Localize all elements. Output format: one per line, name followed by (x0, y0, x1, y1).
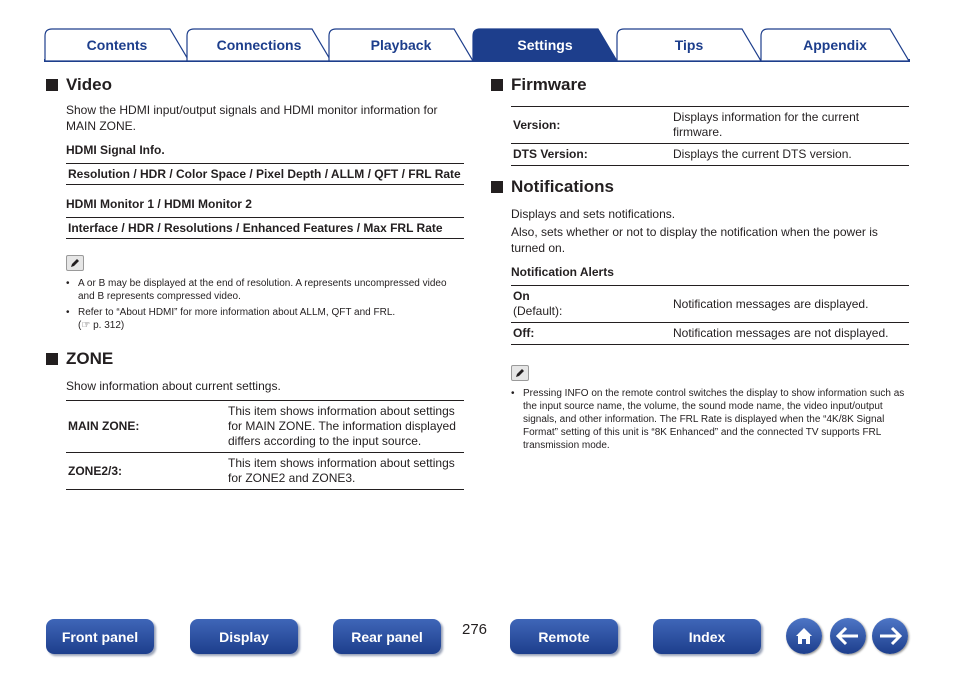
tab-contents[interactable] (44, 28, 190, 61)
notifications-value-off: Notification messages are not displayed. (671, 323, 909, 345)
forward-arrow-icon (878, 626, 902, 646)
notifications-key-on (511, 286, 671, 323)
notifications-sub: Notification Alerts (511, 265, 614, 279)
zone-value-main: This item shows information about settings for MAIN ZONE. The information displayed differs according to the input source. (226, 401, 464, 453)
video-intro: Show the HDMI input/output signals and HDMI monitor information for MAIN ZONE. (66, 103, 438, 133)
zone-key-main: MAIN ZONE: (66, 401, 226, 453)
home-icon (793, 625, 815, 647)
tab-appendix[interactable] (760, 28, 910, 61)
video-sub-signal: HDMI Signal Info. (66, 143, 165, 157)
tab-connections-label: Connections (216, 36, 302, 53)
left-column (66, 72, 464, 490)
section-square-icon (46, 353, 58, 365)
home-button[interactable] (786, 618, 822, 654)
section-square-icon (46, 79, 58, 91)
zone-heading (46, 346, 464, 372)
zone-value-zone23: This item shows information about settings for ZONE2 and ZONE3. (226, 453, 464, 490)
pencil-note-icon (511, 365, 529, 381)
firmware-key-dts: DTS Version: (511, 144, 671, 166)
zone-table (66, 400, 464, 490)
index-button[interactable]: Index (653, 619, 761, 654)
table-row (511, 144, 909, 166)
section-square-icon (491, 79, 503, 91)
video-heading-text: Video (66, 75, 112, 94)
list-item: • Refer to “About HDMI” for more information about ALLM, QFT and FRL. (☞ p. 312) (66, 307, 396, 331)
tab-appendix-label: Appendix (803, 36, 867, 53)
tab-settings-label: Settings (517, 36, 573, 53)
remote-button[interactable]: Remote (510, 619, 618, 654)
section-square-icon (491, 181, 503, 193)
tab-playback[interactable] (328, 28, 474, 61)
zone-heading-text: ZONE (66, 349, 114, 368)
notifications-heading-text: Notifications (511, 177, 614, 196)
tab-playback-label: Playback (370, 36, 432, 53)
reference-hand-icon: ☞ (81, 320, 91, 331)
on-label: On (513, 289, 530, 303)
tab-tips-label: Tips (674, 36, 704, 53)
forward-button[interactable] (872, 618, 908, 654)
table-row (511, 286, 909, 323)
notifications-heading (491, 174, 909, 200)
firmware-value-version: Displays information for the current firmware. (671, 107, 909, 144)
on-default-label: (Default): (513, 304, 563, 318)
list-item: • A or B may be displayed at the end of resolution. A represents uncompressed video and B represents compressed video. (66, 277, 464, 303)
back-button[interactable] (830, 618, 866, 654)
notifications-table (511, 285, 909, 345)
firmware-key-version: Version: (511, 107, 671, 144)
display-button[interactable]: Display (190, 619, 298, 654)
firmware-table (511, 106, 909, 166)
notifications-value-on: Notification messages are displayed. (671, 286, 909, 323)
front-panel-button[interactable]: Front panel (46, 619, 154, 654)
tab-connections[interactable] (186, 28, 332, 61)
video-note-2: Refer to “About HDMI” for more information about ALLM, QFT and FRL. (78, 307, 396, 318)
zone-intro: Show information about current settings. (66, 379, 281, 393)
page-number: 276 (462, 621, 488, 638)
notifications-key-off: Off: (511, 323, 671, 345)
right-column (511, 72, 909, 455)
zone-key-zone23: ZONE2/3: (66, 453, 226, 490)
firmware-value-dts: Displays the current DTS version. (671, 144, 909, 166)
table-row (66, 401, 464, 453)
table-row (511, 107, 909, 144)
table-row (66, 453, 464, 490)
rear-panel-button[interactable]: Rear panel (333, 619, 441, 654)
notifications-intro-2: Also, sets whether or not to display the notification when the power is turned on. (511, 225, 878, 255)
firmware-heading (491, 72, 909, 98)
notifications-notes (511, 387, 909, 452)
page-reference-link[interactable]: p. 312) (93, 320, 125, 331)
video-note-1: A or B may be displayed at the end of resolution. A represents uncompressed video and B represents compressed video. (78, 278, 447, 302)
tab-contents-label: Contents (86, 36, 148, 53)
tab-bar (0, 0, 954, 64)
video-monitor-box: Interface / HDR / Resolutions / Enhanced Features / Max FRL Rate (66, 217, 464, 239)
tab-settings[interactable] (472, 28, 618, 61)
video-notes (66, 277, 464, 332)
firmware-heading-text: Firmware (511, 75, 587, 94)
pencil-note-icon (66, 255, 84, 271)
tab-tips[interactable] (616, 28, 762, 61)
notifications-intro-1: Displays and sets notifications. (511, 207, 676, 221)
video-heading (46, 72, 464, 98)
table-row (511, 323, 909, 345)
notifications-note-1: Pressing INFO on the remote control switches the display to show information such as the input source name, the volume, the sound mode name, the video input/output signals, and other information. The FRL Rate is displayed when the “4K/8K Signal Format” setting of this unit is “8K Enhanced” and the connected TV supports FRL transmission mode. (523, 388, 905, 451)
list-item: • Pressing INFO on the remote control switches the display to show information such as the input source name, the volume, the sound mode name, the video input/output signals, and other information. The FRL Rate is displayed when the “4K/8K Signal Format” setting of this unit is “8K Enhanced” and the connected TV supports FRL transmission mode. (511, 387, 909, 452)
back-arrow-icon (836, 626, 860, 646)
video-signal-box: Resolution / HDR / Color Space / Pixel Depth / ALLM / QFT / FRL Rate (66, 163, 464, 185)
video-sub-monitor: HDMI Monitor 1 / HDMI Monitor 2 (66, 197, 252, 211)
